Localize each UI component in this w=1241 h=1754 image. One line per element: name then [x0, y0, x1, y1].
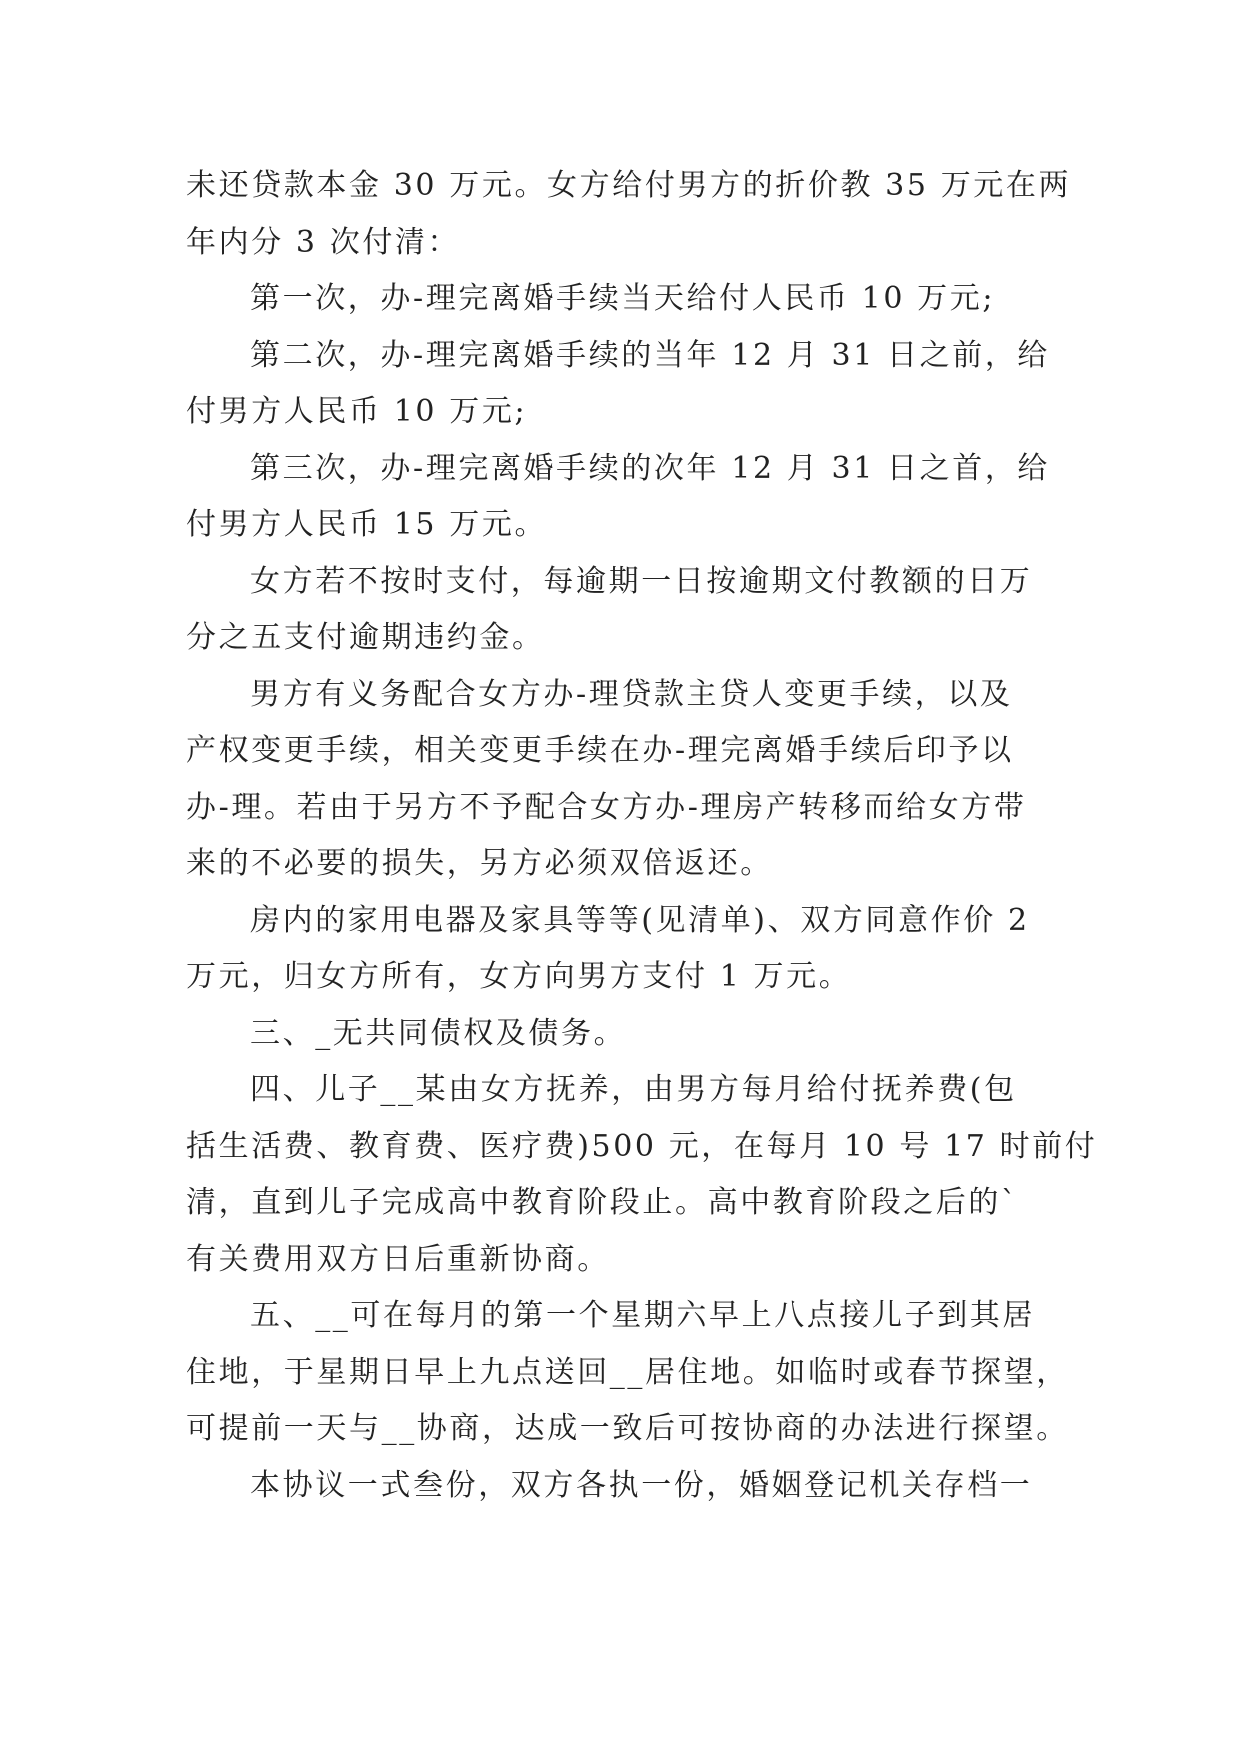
text-line: 房内的家用电器及家具等等(见清单)、双方同意作价 2 [250, 902, 1030, 938]
text-line: 未还贷款本金 30 万元。女方给付男方的折价教 35 万元在两 [186, 168, 1072, 203]
text-line: 分之五支付逾期违约金。 [186, 620, 545, 655]
text-line: 括生活费、教育费、医疗费)500 元，在每月 10 号 17 时前付 [186, 1128, 1098, 1164]
text-line: 产权变更手续，相关变更手续在办-理完离婚手续后印予以 [186, 733, 1014, 768]
text-line: 女方若不按时支付，每逾期一日按逾期文付教额的日万 [250, 563, 1033, 599]
paragraph [186, 554, 1066, 667]
text-line: 年内分 3 次付清： [186, 224, 461, 260]
text-line: 住地，于星期日早上九点送回__居住地。如临时或春节探望， [186, 1354, 1069, 1390]
text-line: 清，直到儿子完成高中教育阶段止。高中教育阶段之后的` [186, 1185, 1019, 1220]
document-body [186, 158, 1098, 1514]
paragraph [186, 1006, 1066, 1063]
paragraph [186, 441, 1066, 554]
text-line: 三、_无共同债权及债务。 [250, 1015, 627, 1051]
paragraph [186, 1458, 1066, 1515]
text-line: 可提前一天与__协商，达成一致后可按协商的办法进行探望。 [186, 1411, 1069, 1446]
paragraph [186, 158, 1072, 271]
text-line: 第一次，办-理完离婚手续当天给付人民币 10 万元; [250, 281, 996, 316]
text-line: 五、__可在每月的第一个星期六早上八点接儿子到其居 [250, 1298, 1035, 1333]
text-line: 办-理。若由于另方不予配合女方办-理房产转移而给女方带 [186, 789, 1027, 825]
text-line: 第三次，办-理完离婚手续的次年 12 月 31 日之首，给 [250, 450, 1051, 486]
text-line: 来的不必要的损失，另方必须双倍返还。 [186, 846, 773, 881]
text-line: 付男方人民币 10 万元; [186, 394, 528, 429]
paragraph [186, 328, 1066, 441]
paragraph [186, 667, 1066, 893]
paragraph [186, 1062, 1098, 1288]
paragraph [186, 1288, 1069, 1458]
text-line: 本协议一式叁份，双方各执一份，婚姻登记机关存档一 [250, 1467, 1033, 1503]
text-line: 有关费用双方日后重新协商。 [186, 1241, 610, 1277]
text-line: 第二次，办-理完离婚手续的当年 12 月 31 日之前，给 [250, 337, 1051, 373]
paragraph [186, 893, 1066, 1006]
text-line: 付男方人民币 15 万元。 [186, 507, 548, 542]
paragraph [186, 271, 1066, 328]
text-line: 男方有义务配合女方办-理贷款主贷人变更手续，以及 [250, 676, 1013, 712]
text-line: 四、儿子__某由女方抚养，由男方每月给付抚养费(包 [250, 1072, 1017, 1107]
text-line: 万元，归女方所有，女方向男方支付 1 万元。 [186, 959, 852, 994]
